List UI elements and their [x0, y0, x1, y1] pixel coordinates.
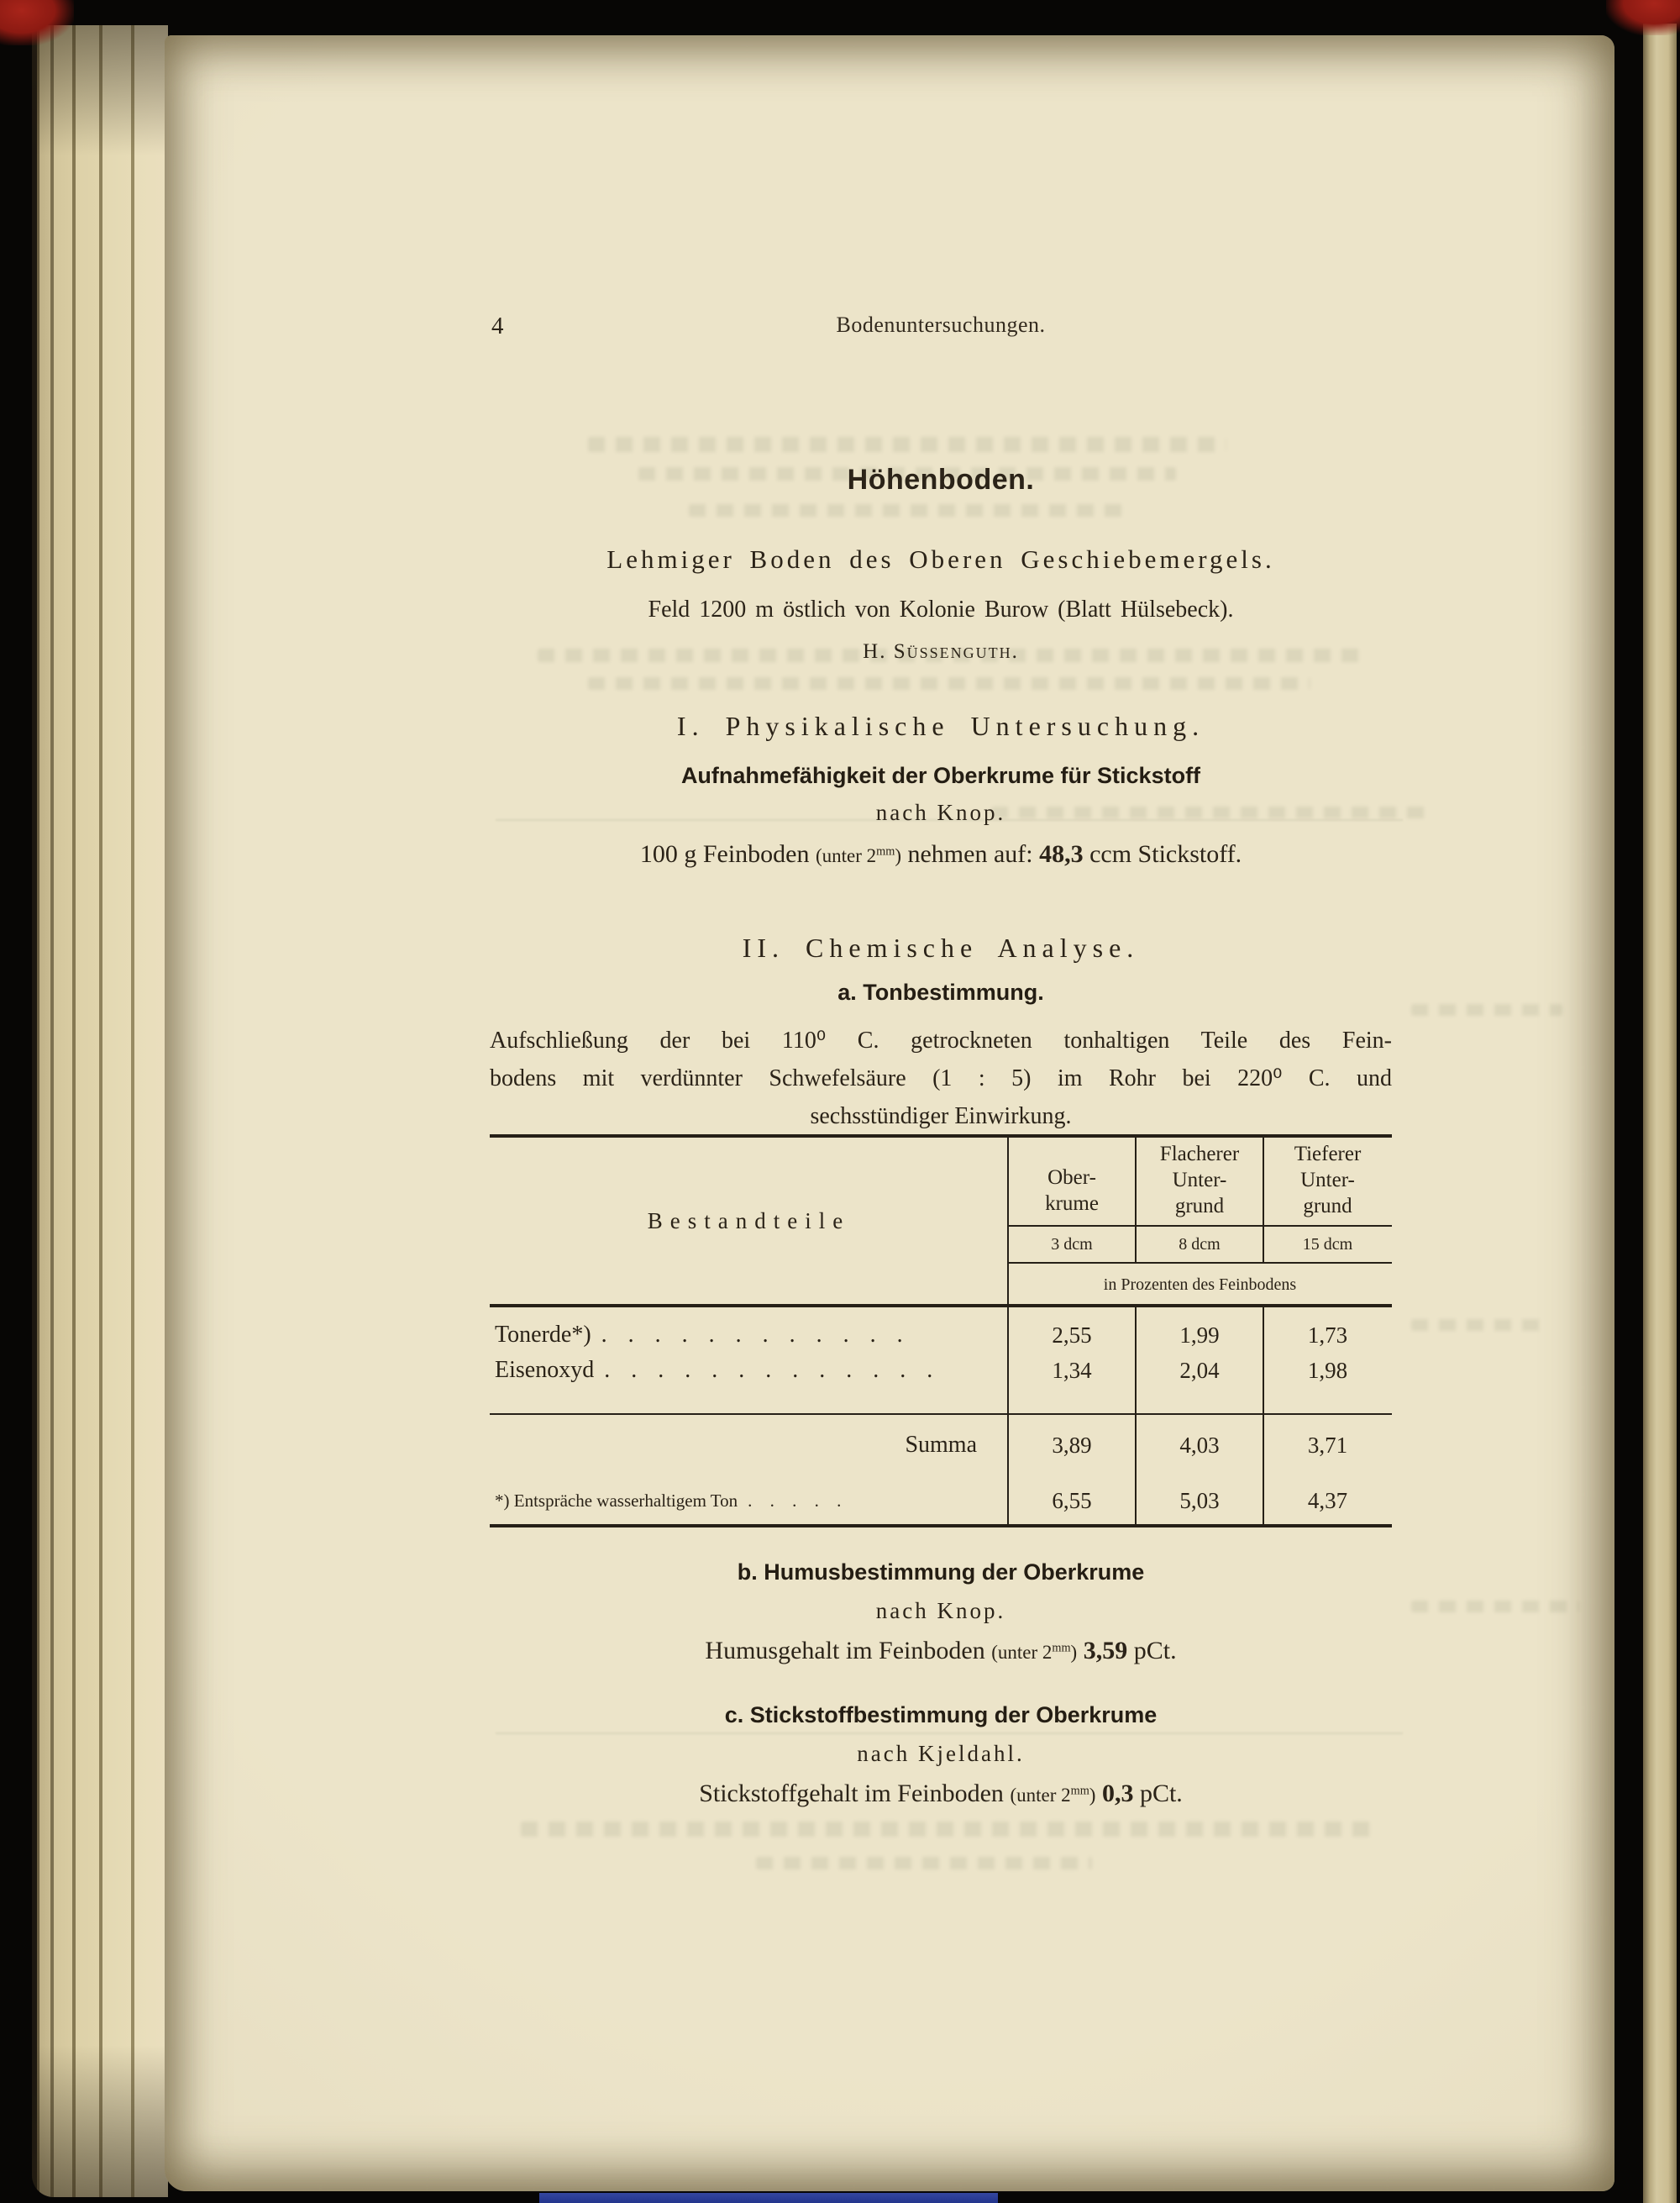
col-depth-label: 15 dcm: [1302, 1235, 1353, 1254]
col-name-rule: [1136, 1225, 1263, 1227]
footnote-label: *) Entspräche wasserhaltigem Ton: [495, 1491, 738, 1511]
table-value: 1,73: [1307, 1322, 1348, 1348]
chemical-section-heading: II. Chemische Analyse.: [742, 933, 1140, 963]
physical-section-heading: I. Physikalische Untersuchung.: [676, 711, 1205, 741]
humus-result-line: [490, 1637, 1392, 1665]
table-header-rule: [490, 1304, 1392, 1307]
bottom-blue-strip: [539, 2193, 998, 2203]
humus-subheading: b. Humusbestimmung der Oberkrume: [737, 1559, 1145, 1585]
red-mark-top-left: [0, 0, 74, 45]
paren-open: (unter 2: [991, 1642, 1053, 1663]
col-header-flacherer-untergrund: [1136, 1141, 1263, 1219]
adjacent-page-edge: [1643, 24, 1677, 2203]
paren-close: ): [1070, 1642, 1078, 1663]
footnote-value: 4,37: [1307, 1488, 1348, 1513]
article-author: H. Süssenguth.: [863, 640, 1019, 663]
row-label: Tonerde*): [495, 1322, 591, 1348]
nitrogen-result-line: [490, 1780, 1392, 1808]
result-text: 100 g Feinboden: [639, 840, 810, 868]
summa-label: Summa: [905, 1432, 977, 1458]
summa-value: 3,71: [1307, 1433, 1348, 1458]
result-unit: pCt.: [1139, 1780, 1183, 1807]
col-header-line: Flacherer: [1159, 1143, 1240, 1165]
paragraph-line: sechsstündiger Einwirkung.: [810, 1103, 1072, 1129]
table-row-tonerde: [490, 1317, 999, 1353]
col-header-oberkrume: [1008, 1165, 1136, 1217]
page-content: [490, 35, 1392, 2191]
table-col-label: Bestandteile: [647, 1207, 851, 1233]
table-bottom-rule: [490, 1524, 1392, 1527]
paren-open: (unter 2: [815, 845, 877, 866]
table-row-eisenoxyd: [490, 1353, 999, 1388]
result-text: nehmen auf:: [907, 840, 1033, 868]
nitrogen-subheading: c. Stickstoffbestimmung der Oberkrume: [724, 1702, 1158, 1727]
col-header-line: Ober-: [1047, 1166, 1096, 1189]
paren-close: ): [1089, 1785, 1096, 1806]
col-name-rule: [1263, 1225, 1392, 1227]
table-footnote: [490, 1484, 999, 1517]
paren-open: (unter 2: [1010, 1785, 1071, 1806]
col-header-line: Unter-: [1172, 1169, 1227, 1191]
page-edge-stack: [32, 25, 168, 2197]
running-header: Bodenuntersuchungen.: [836, 313, 1046, 337]
superscript-mm: mm: [876, 844, 895, 859]
col-header-tieferer-untergrund: [1263, 1141, 1392, 1219]
section-title: Höhenboden.: [847, 464, 1035, 496]
result-text: Humusgehalt im Feinboden: [705, 1637, 985, 1664]
footnote-value: 5,03: [1179, 1488, 1220, 1513]
paragraph-line: bodens mit verdünnter Schwefelsäure (1 : 5) im Rohr bei 220⁰ C. und: [490, 1065, 1392, 1091]
nitrogen-capacity-line: [490, 840, 1392, 869]
page-number: 4: [491, 313, 504, 339]
grain-size-note: [991, 1642, 1077, 1663]
running-head-row: [490, 313, 1392, 348]
result-unit: ccm Stickstoff.: [1089, 840, 1242, 868]
col-header-line: krume: [1045, 1192, 1099, 1215]
dot-leader: . . . . . . . . . . . .: [601, 1322, 911, 1348]
superscript-mm: mm: [1052, 1641, 1071, 1655]
dot-leader: . . . . . . . . . . . . .: [604, 1357, 941, 1383]
table-value: 1,99: [1179, 1322, 1220, 1348]
result-value: 3,59: [1083, 1637, 1128, 1664]
grain-size-note: [816, 845, 901, 866]
grain-size-note: [1010, 1785, 1095, 1806]
col-header-line: grund: [1303, 1195, 1352, 1217]
bleed-through-line: [1411, 1601, 1579, 1612]
book-page: [165, 35, 1614, 2191]
unit-note: in Prozenten des Feinbodens: [1103, 1275, 1297, 1294]
table-value: 2,55: [1052, 1322, 1092, 1348]
table-value: 1,98: [1307, 1358, 1348, 1383]
table-summa-rule: [490, 1413, 1392, 1415]
ton-analysis-table: [490, 1134, 1392, 1527]
summa-value: 3,89: [1052, 1433, 1092, 1458]
physical-method: nach Knop.: [875, 800, 1006, 825]
table-value: 1,34: [1052, 1358, 1092, 1383]
humus-method: nach Knop.: [875, 1598, 1006, 1623]
result-value: 0,3: [1101, 1780, 1134, 1807]
col-header-line: Tieferer: [1294, 1143, 1362, 1165]
result-value: 48,3: [1039, 840, 1084, 868]
result-text: Stickstoffgehalt im Feinboden: [699, 1780, 1004, 1807]
summa-value: 4,03: [1179, 1433, 1220, 1458]
ton-subheading: a. Tonbestimmung.: [837, 980, 1044, 1005]
result-unit: pCt.: [1133, 1637, 1177, 1664]
paragraph-line: Aufschließung der bei 110⁰ C. getrockneten tonhaltigen Teile des Fein-: [490, 1028, 1392, 1054]
row-label: Eisenoxyd: [495, 1357, 595, 1383]
col-name-rule: [1008, 1225, 1136, 1227]
col-header-line: grund: [1174, 1195, 1225, 1217]
physical-subheading: Aufnahmefähigkeit der Oberkrume für Stickstoff: [680, 763, 1201, 788]
col-depth-label: 3 dcm: [1051, 1235, 1093, 1254]
col-header-line: Unter-: [1300, 1169, 1355, 1191]
article-location: Feld 1200 m östlich von Kolonie Burow (Blatt Hülsebeck).: [648, 597, 1234, 623]
paren-close: ): [895, 845, 901, 866]
table-value: 2,04: [1179, 1358, 1220, 1383]
col-depth-label: 8 dcm: [1179, 1235, 1221, 1254]
bleed-through-line: [1411, 1319, 1546, 1331]
red-mark-top-right: [1606, 0, 1680, 35]
unit-note-rule: [1008, 1262, 1392, 1264]
superscript-mm: mm: [1070, 1784, 1089, 1798]
bleed-through-line: [1411, 1004, 1562, 1016]
dot-leader: . . . . .: [748, 1491, 848, 1511]
footnote-value: 6,55: [1052, 1488, 1092, 1513]
nitrogen-method: nach Kjeldahl.: [857, 1741, 1025, 1766]
article-subtitle: Lehmiger Boden des Oberen Geschiebemergels.: [606, 544, 1275, 574]
method-paragraph: [490, 1022, 1392, 1135]
